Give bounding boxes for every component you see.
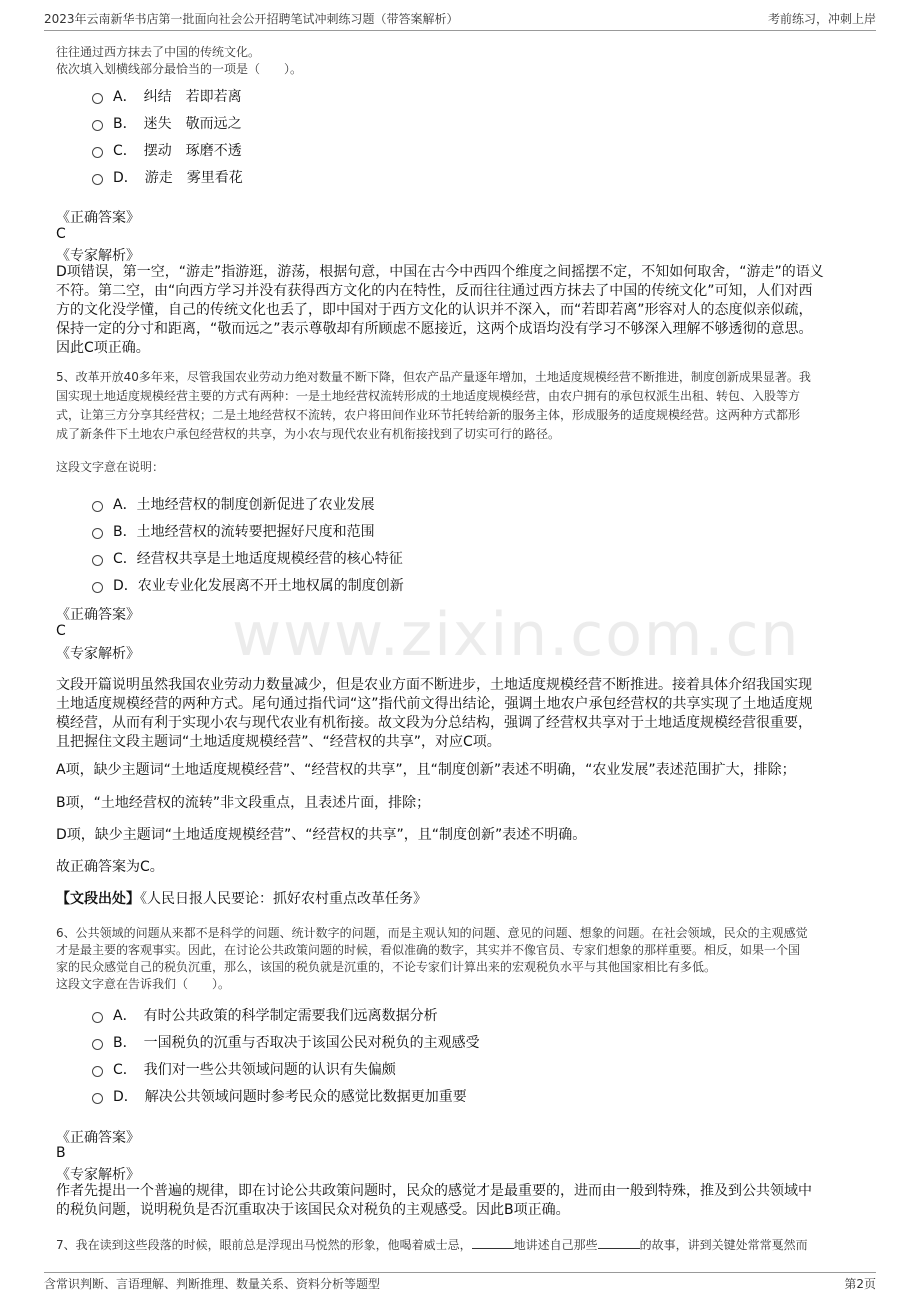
q5-option-d[interactable]: D．农业专业化发展离不开土地权属的制度创新: [92, 575, 404, 595]
q5-option-b[interactable]: B．土地经营权的流转要把握好尺度和范围: [92, 521, 375, 541]
fill-blank-1: [472, 1236, 514, 1249]
q6-option-b[interactable]: B． 一国税负的沉重与否取决于该国公民对税负的主观感受: [92, 1032, 480, 1052]
q6-analysis: 作者先提出一个普遍的规律，即在讨论公共政策问题时，民众的感觉才是最重要的，进而由一般到特殊，推及到公共领域中 的税负问题，说明税负是否沉重取决于该国民众对税负的主观感受。因此B项正确。: [56, 1183, 812, 1218]
q6-option-d[interactable]: D． 解决公共领域问题时参考民众的感觉比数据更加重要: [92, 1086, 467, 1106]
radio-icon[interactable]: [92, 120, 103, 131]
q5-analysis: 文段开篇说明虽然我国农业劳动力数量减少，但是农业方面不断进步，土地适度规模经营不断推进。接着具体介绍我国实现 土地适度规模经营的两种方式。尾句通过指代词“这”指代前文得出结论，强调土地农户承包经营权的共享实现了土地适度规 模经营，从而有利于实现小农与现代农业有机衔接。故文段为分总结构，强调了经营权共享对于土地适度规模经营很重要， 且把握住文段主题词“土地适度规模经营”、“经营权的共享”，对应C项。: [56, 677, 813, 750]
q4-option-d[interactable]: D． 游走 雾里看花: [92, 167, 243, 187]
radio-icon[interactable]: [92, 174, 103, 185]
q5-answer: C: [56, 623, 66, 639]
q5-analysis-label: 《专家解析》: [56, 646, 140, 662]
q6-analysis-label: 《专家解析》: [56, 1167, 140, 1183]
q6-option-c[interactable]: C． 我们对一些公共领域问题的认识有失偏颇: [92, 1059, 396, 1079]
footer-topics: 含常识判断、言语理解、判断推理、数量关系、资料分析等题型: [44, 1277, 381, 1291]
q5-option-c[interactable]: C．经营权共享是土地适度规模经营的核心特征: [92, 548, 403, 568]
q6-stem: 6、公共领域的问题从来都不是科学的问题、统计数字的问题，而是主观认知的问题、意见的问题、想象的问题。在社会领域，民众的主观感觉 才是最主要的客观事实。因此，在讨论公共政策问题的时候，看似准确的数字，其实并不像官员、专家们想象的那样重要。相反，如果一个国 家的民众感觉自己的税负沉重，那么，该国的税负就是沉重的，不论专家们计算出来的宏观税负水平与其他国家相比有多低。 这段文字意在告诉我们（ ）。: [56, 926, 808, 991]
q6-answer: B: [56, 1145, 66, 1161]
q6-option-a[interactable]: A． 有时公共政策的科学制定需要我们远离数据分析: [92, 1005, 438, 1025]
q5-conclusion: 故正确答案为C。: [56, 859, 164, 875]
q5-b-note: B项，“土地经营权的流转”非文段重点，且表述片面，排除；: [56, 795, 431, 811]
q7-stem: 7、我在读到这些段落的时候，眼前总是浮现出马悦然的形象，他喝着威士忌， 地讲述自己那些 的故事，讲到关键处常常戛然而: [56, 1238, 808, 1252]
radio-icon[interactable]: [92, 1093, 103, 1104]
page-footer: [44, 1272, 876, 1295]
watermark: www.zixin.com.cn: [232, 600, 801, 670]
radio-icon[interactable]: [92, 528, 103, 539]
radio-icon[interactable]: [92, 1012, 103, 1023]
radio-icon[interactable]: [92, 555, 103, 566]
q6-answer-label: 《正确答案》: [56, 1130, 140, 1146]
q4-option-b[interactable]: B． 迷失 敬而远之: [92, 113, 242, 133]
q5-a-note: A项，缺少主题词“土地适度规模经营”、“经营权的共享”，且“制度创新”表述不明确，“农业发展”表述范围扩大，排除；: [56, 762, 796, 778]
radio-icon[interactable]: [92, 1066, 103, 1077]
q5-question: 这段文字意在说明：: [56, 460, 165, 474]
q4-analysis: D项错误，第一空，“游走”指游逛，游荡，根据句意，中国在古今中西四个维度之间摇摆不定，不知如何取舍，“游走”的语义 不符。第二空，由“向西方学习并没有获得西方文化的内在特性，反而往往通过西方抹去了中国的传统文化”可知，人们对西 方的文化没学懂，自己的传统文化也丢了，即中国对于西方文化的认识并不深入，而“若即若离”形容对人的态度似亲似疏， 保持一定的分寸和距离，“敬而远之”表示尊敬却有所顾虑不愿接近，这两个成语均没有学习不够深入理解不够透彻的意思。 因此C项正确。: [56, 264, 824, 356]
page-number: 第2页: [844, 1277, 876, 1291]
header-slogan: 考前练习，冲刺上岸: [767, 12, 876, 26]
q4-stem-tail: 往往通过西方抹去了中国的传统文化。 依次填入划横线部分最恰当的一项是（ ）。: [56, 45, 303, 76]
q4-option-c[interactable]: C． 摆动 琢磨不透: [92, 140, 242, 160]
radio-icon[interactable]: [92, 147, 103, 158]
q5-stem: 5、改革开放40多年来，尽管我国农业劳动力绝对数量不断下降，但农产品产量逐年增加，土地适度规模经营不断推进，制度创新成果显著。我 国实现土地适度规模经营主要的方式有两种：一是土地经营权流转形成的土地适度规模经营，由农户拥有的承包权派生出租、转包、入股等方 式，让第三方分享其经营权；二是土地经营权不流转，农户将田间作业环节托转给新的服务主体，形成服务的适度规模经营。这两种方式都形 成了新条件下土地农户承包经营权的共享，为小农与现代农业有机衔接找到了切实可行的路径。: [56, 370, 811, 441]
document-title: 2023年云南新华书店第一批面向社会公开招聘笔试冲刺练习题（带答案解析）: [44, 12, 459, 26]
fill-blank-2: [598, 1236, 640, 1249]
q4-answer: C: [56, 226, 66, 242]
radio-icon[interactable]: [92, 582, 103, 593]
radio-icon[interactable]: [92, 501, 103, 512]
q5-option-a[interactable]: A．土地经营权的制度创新促进了农业发展: [92, 494, 375, 514]
radio-icon[interactable]: [92, 93, 103, 104]
q5-source: 【文段出处】《人民日报人民要论：抓好农村重点改革任务》: [56, 891, 427, 907]
q4-answer-label: 《正确答案》: [56, 210, 140, 226]
radio-icon[interactable]: [92, 1039, 103, 1050]
q4-analysis-label: 《专家解析》: [56, 248, 140, 264]
page-header: [44, 10, 876, 31]
q4-option-a[interactable]: A． 纠结 若即若离: [92, 86, 242, 106]
q5-d-note: D项，缺少主题词“土地适度规模经营”、“经营权的共享”，且“制度创新”表述不明确。: [56, 827, 587, 843]
q5-answer-label: 《正确答案》: [56, 607, 140, 623]
